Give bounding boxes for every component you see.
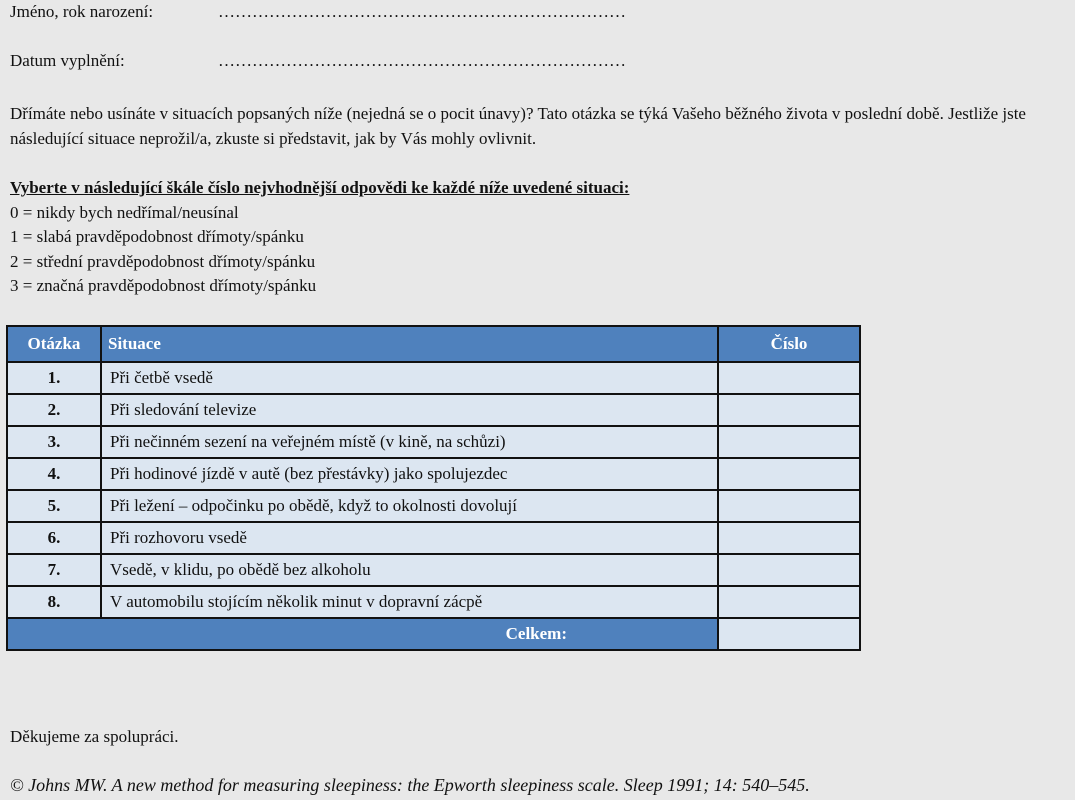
scale-option-1: 1 = slabá pravděpodobnost dřímoty/spánku [10, 227, 304, 247]
scale-option-2: 2 = střední pravděpodobnost dřímoty/spánku [10, 251, 316, 271]
row-situation: Vsedě, v klidu, po obědě bez alkoholu [101, 554, 718, 586]
date-input-line[interactable]: ……………………………………………………………… [218, 51, 626, 70]
row-number: 4. [7, 458, 101, 490]
table-row [7, 586, 860, 618]
header-score: Číslo [718, 326, 860, 362]
row-situation: Při nečinném sezení na veřejném místě (v kině, na schůzi) [101, 426, 718, 458]
header-question: Otázka [7, 326, 101, 362]
scale-options-list [10, 201, 316, 298]
table-row [7, 394, 860, 426]
row-score-cell[interactable] [718, 554, 860, 586]
row-number: 7. [7, 554, 101, 586]
row-score-cell[interactable] [718, 490, 860, 522]
table-row [7, 362, 860, 394]
citation-text: © Johns MW. A new method for measuring sleepiness: the Epworth sleepiness scale. Sleep 1991; 14: 540–545. [10, 775, 810, 795]
date-field-row [10, 51, 626, 71]
epworth-table [6, 325, 861, 651]
table-row [7, 522, 860, 554]
row-situation: V automobilu stojícím několik minut v dopravní zácpě [101, 586, 718, 618]
row-score-cell[interactable] [718, 394, 860, 426]
row-score-cell[interactable] [718, 362, 860, 394]
name-field-row [10, 2, 626, 22]
row-number: 1. [7, 362, 101, 394]
row-situation: Při sledování televize [101, 394, 718, 426]
name-input-line[interactable]: ……………………………………………………………… [218, 2, 626, 21]
row-situation: Při ležení – odpočinku po obědě, když to okolnosti dovolují [101, 490, 718, 522]
thanks-text: Děkujeme za spolupráci. [10, 727, 179, 746]
total-row [7, 618, 860, 650]
table-row [7, 426, 860, 458]
scale-option-0: 0 = nikdy bych nedřímal/neusínal [10, 203, 239, 222]
date-label: Datum vyplnění: [10, 51, 125, 70]
row-number: 8. [7, 586, 101, 618]
total-score-cell[interactable] [718, 618, 860, 650]
name-label: Jméno, rok narození: [10, 2, 154, 21]
row-score-cell[interactable] [718, 522, 860, 554]
row-situation: Při rozhovoru vsedě [101, 522, 718, 554]
row-number: 2. [7, 394, 101, 426]
row-score-cell[interactable] [718, 426, 860, 458]
row-number: 3. [7, 426, 101, 458]
intro-paragraph: Dřímáte nebo usínáte v situacích popsaných níže (nejedná se o pocit únavy)? Tato otázka se týká Vašeho běžného života v poslední době. Jestliže jste následující situace neprožil/a, zkuste si představit, jak by Vás mohly ovlivnit. [10, 104, 1026, 148]
row-number: 5. [7, 490, 101, 522]
table-header-row [7, 326, 860, 362]
table-row [7, 554, 860, 586]
row-score-cell[interactable] [718, 458, 860, 490]
scale-option-3: 3 = značná pravděpodobnost dřímoty/spánku [10, 275, 317, 295]
row-situation: Při hodinové jízdě v autě (bez přestávky) jako spolujezdec [101, 458, 718, 490]
table-row [7, 458, 860, 490]
total-label: Celkem: [7, 618, 718, 650]
header-situation: Situace [101, 326, 718, 362]
table-row [7, 490, 860, 522]
row-situation: Při četbě vsedě [101, 362, 718, 394]
row-score-cell[interactable] [718, 586, 860, 618]
scale-heading: Vyberte v následující škále číslo nejvhodnější odpovědi ke každé níže uvedené situaci: [10, 178, 630, 197]
row-number: 6. [7, 522, 101, 554]
